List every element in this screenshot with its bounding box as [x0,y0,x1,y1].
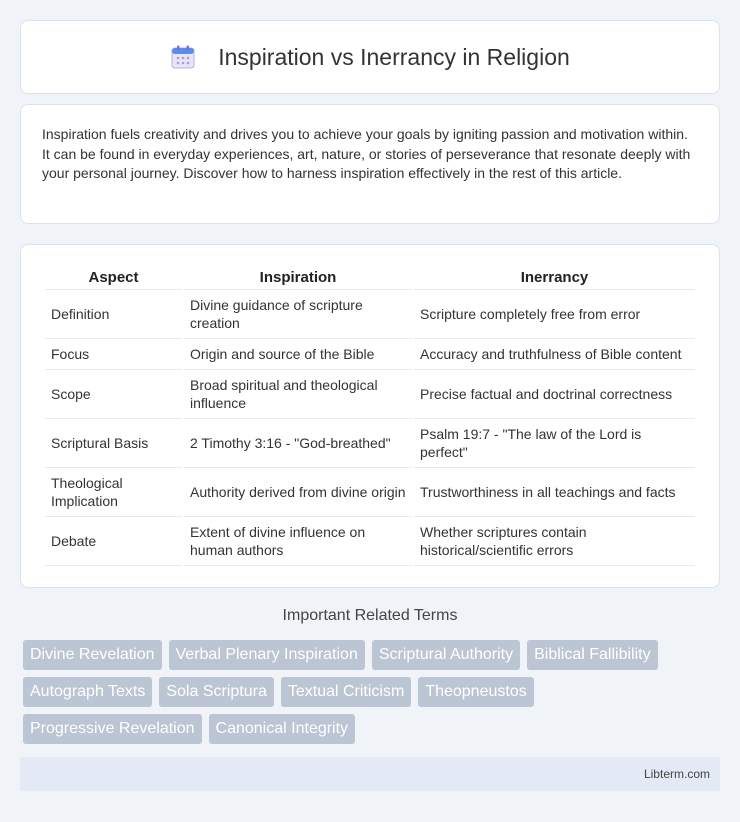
table-cell: Precise factual and doctrinal correctness [414,370,695,419]
calendar-icon [170,44,196,70]
table-cell: Definition [45,290,182,339]
tag-canonical-integrity[interactable]: Canonical Integrity [209,714,356,744]
table-cell: Scripture completely free from error [414,290,695,339]
table-header-row [45,263,695,290]
table-cell: 2 Timothy 3:16 - "God-breathed" [184,419,412,468]
tag-autograph-texts[interactable]: Autograph Texts [23,677,152,707]
comparison-table [43,263,697,566]
table-cell: Debate [45,517,182,566]
tag-biblical-fallibility[interactable]: Biblical Fallibility [527,640,657,670]
tag-textual-criticism[interactable]: Textual Criticism [281,677,411,707]
table-cell: Accuracy and truthfulness of Bible content [414,339,695,370]
table-cell: Authority derived from divine origin [184,468,412,517]
table-row [45,468,695,517]
related-terms-tags [23,640,723,751]
table-cell: Psalm 19:7 - "The law of the Lord is perfect" [414,419,695,468]
table-cell: Scope [45,370,182,419]
tag-progressive-revelation[interactable]: Progressive Revelation [23,714,202,744]
tag-scriptural-authority[interactable]: Scriptural Authority [372,640,520,670]
comparison-table-card [20,244,720,588]
table-row [45,419,695,468]
header-card [20,20,720,94]
header-inspiration: Inspiration [184,263,412,290]
table-row [45,339,695,370]
tag-verbal-plenary-inspiration[interactable]: Verbal Plenary Inspiration [169,640,365,670]
intro-text: Inspiration fuels creativity and drives you to achieve your goals by igniting passion and motivation within. It can be found in everyday experiences, art, nature, or stories of perseverance that resonate deeply with your personal journey. Discover how to harness inspiration effectively in the rest of this article. [42,126,691,181]
intro-card [20,104,720,224]
table-cell: Extent of divine influence on human authors [184,517,412,566]
table-row [45,370,695,419]
tag-row [23,714,723,744]
tag-theopneustos[interactable]: Theopneustos [418,677,533,707]
table-cell: Whether scriptures contain historical/scientific errors [414,517,695,566]
table-cell: Theological Implication [45,468,182,517]
page-title: Inspiration vs Inerrancy in Religion [218,43,570,70]
footer [20,757,720,791]
table-row [45,517,695,566]
table-cell: Focus [45,339,182,370]
table-row [45,290,695,339]
tag-row [23,677,723,707]
table-cell: Divine guidance of scripture creation [184,290,412,339]
header-inerrancy: Inerrancy [414,263,695,290]
table-cell: Origin and source of the Bible [184,339,412,370]
tag-divine-revelation[interactable]: Divine Revelation [23,640,162,670]
tag-row [23,640,723,670]
footer-site-link[interactable]: Libterm.com [643,767,710,781]
table-cell: Scriptural Basis [45,419,182,468]
tag-sola-scriptura[interactable]: Sola Scriptura [159,677,274,707]
table-cell: Trustworthiness in all teachings and facts [414,468,695,517]
header-aspect: Aspect [45,263,182,290]
table-cell: Broad spiritual and theological influence [184,370,412,419]
related-terms-title: Important Related Terms [282,607,458,624]
